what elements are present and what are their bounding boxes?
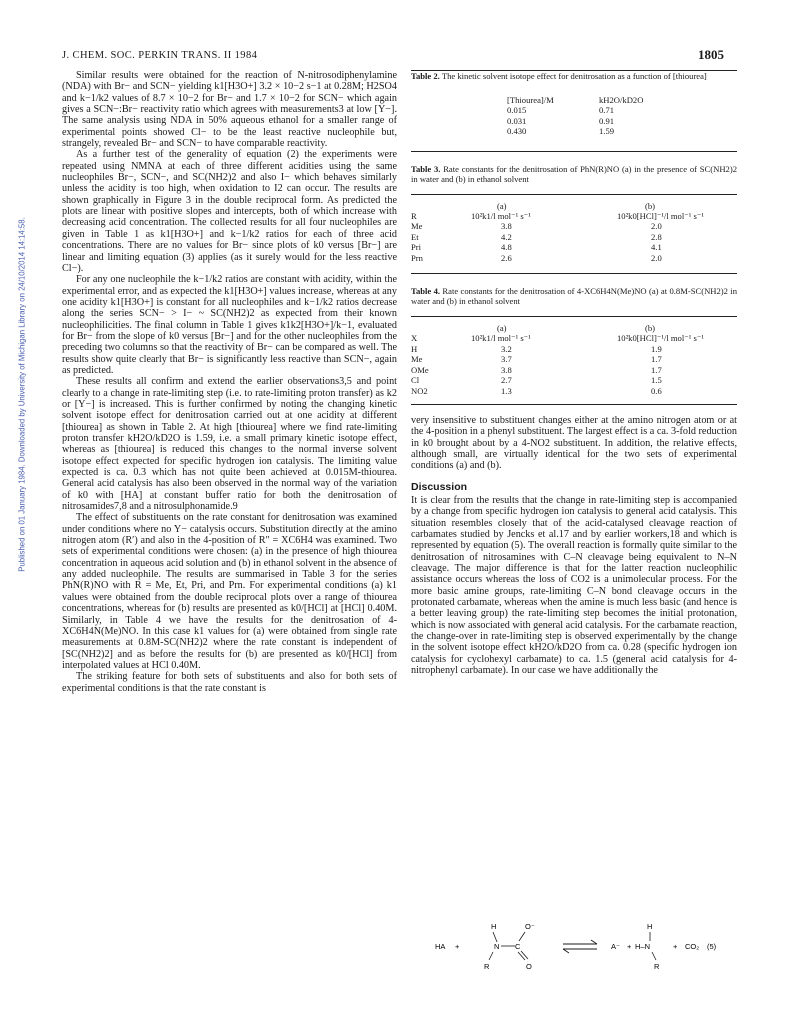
table-header: [Thiourea]/M [507, 95, 554, 105]
table-caption-label: Table 3. [411, 163, 441, 174]
table-caption [411, 71, 737, 81]
table-cell: 1.7 [651, 354, 662, 365]
table-cell: 1.9 [651, 343, 662, 354]
table-2 [411, 71, 737, 137]
eq-plus: + [455, 942, 460, 951]
equation-5 [411, 918, 737, 976]
table-caption [411, 286, 737, 306]
table-cell: Et [411, 231, 419, 242]
col-label: (b) [645, 200, 656, 211]
table-caption [411, 164, 737, 184]
table-cell: 0.6 [651, 385, 662, 396]
table-cell: H [411, 343, 418, 354]
paragraph: These results all confirm and extend the earlier observations3,5 and point clearly to a change in rate-limiting step (i.e. to rate-limiting proton transfer) as k2 or [Y−] is increased. This is further confirmed by noting the changing kinetic solvent isotope effect for denitrosation carried out at one acidity at different [thiourea] as shown in Table 2. At high [thiourea] where we find rate-limiting proton transfer kH2O/kD2O is 1.59, i.e. a small primary kinetic isotope effect, whereas as [thiourea] is reduced this changes to the normal inverse solvent isotope effect expected for specific hydrogen ion catalysis. The limiting value expected is ca. 0.3 which has not quite been achieved at 0.015M-thiourea. General acid catalysis has also been observed in the normal way of the variation of k0 with [HA] at constant buffer ratio for both the denitrosation of nitrosamides7,8 and a nitrosulphonamide.9 [62, 376, 397, 513]
eq-h-top: H [647, 922, 653, 931]
equation-graphic [411, 918, 737, 976]
table-header: 10²k0[HCl]⁻¹/l mol⁻¹ s⁻¹ [617, 333, 704, 344]
table-cell: Pri [411, 242, 422, 253]
table-cell: 4.1 [651, 242, 662, 253]
table-row [411, 344, 737, 354]
table-cell: 3.7 [501, 354, 512, 365]
table-caption-text: The kinetic solvent isotope effect for denitrosation as a function of [thiourea] [441, 71, 707, 81]
table-caption-label: Table 4. [411, 286, 441, 297]
table-cell: 0.031 [507, 115, 527, 126]
table-row [411, 232, 737, 242]
table-caption-text: Rate constants for the denitrosation of 4-XC6H4N(Me)NO (a) at 0.8M-SC(NH2)2 in water and (b) in ethanol solvent [411, 286, 737, 307]
running-head: J. CHEM. SOC. PERKIN TRANS. II 1984 [62, 50, 258, 61]
rule [411, 404, 737, 405]
table-cell: OMe [411, 364, 429, 375]
table-cell: 1.7 [651, 364, 662, 375]
eq-plus: + [627, 942, 632, 951]
table-cell: 2.6 [501, 252, 512, 263]
table-header: X [411, 333, 418, 344]
eq-h-top: H [491, 922, 497, 931]
table-cell: 4.2 [501, 231, 512, 242]
table-row [411, 242, 737, 252]
eq-c: C [515, 942, 521, 951]
eq-r: R [484, 962, 490, 971]
right-column [411, 70, 737, 676]
table-header: R [411, 211, 417, 222]
eq-n: N [494, 942, 500, 951]
table-caption-label: Table 2. [411, 71, 440, 81]
table-cell: 3.8 [501, 221, 512, 232]
table-2-grid [507, 95, 643, 137]
col-label: (b) [645, 323, 656, 334]
table-row [411, 221, 737, 231]
table-cell: 0.015 [507, 105, 527, 116]
table-cell: 2.0 [651, 252, 662, 263]
paragraph: Similar results were obtained for the reaction of N-nitrosodiphenylamine (NDA) with Br− and SCN− yielding k1[H3O+] 3.2 × 10−2 s−1 at 0.28M; H2SO4 and k−1/k2 values of 8.7 × 10−2 for Br− and 1.7 × 10−2 for SCN− which again gives a SCN−:Br− reactivity ratio which agrees with measurements3 at low [Y−]. The same analysis using NDA in 50% aqueous ethanol for a smaller range of experimental points showed Cl− to be the least reactive nucleophile but, strangely, revealed Br− and SCN− to have comparable reactivity. [62, 70, 397, 150]
table-row [507, 116, 643, 126]
table-3-grid [411, 201, 737, 263]
table-header: kH2O/kD2O [599, 95, 644, 105]
table-header: 10²k1/l mol⁻¹ s⁻¹ [471, 211, 531, 222]
eq-r: R [654, 962, 660, 971]
eq-a-minus: A⁻ [611, 942, 620, 951]
table-cell: 2.8 [651, 231, 662, 242]
paragraph: It is clear from the results that the change in rate-limiting step is accompanied by a change from specific hydrogen ion catalysis to general acid catalysis. This situation resembles closely that of the acid-catalysed cleavage reaction of carbamates studied by Jencks et al.17 and by earlier workers,18 and which is represented by equation (5). The overall reaction is formally quite similar to the denitrosation of nitrosamines with C–N cleavage being equivalent to N–N cleavage. The major difference is that for the latter reaction nucleophilic assistance occurs whereas the loss of CO2 is a unimolecular process. For the more basic amine groups, rate-limiting C–N bond cleavage occurs in the protonated carbamate, whereas when the amine is much less basic (and hence is a better leaving group) the rate-limiting step becomes the initial protonation, which is now associated with general acid catalysis. For the carbamate reaction, the change-over in rate-limiting step is observed experimentally by the change in the solvent isotope effect kH2O/kD2O from ca. 0.28 (specific hydrogen ion catalysis for cyclohexyl carbamate) to ca. 1.5 (general acid catalysis for 4-nitrophenyl carbamate). In our case we have additionally the [411, 494, 737, 677]
rule [411, 151, 737, 152]
rule [411, 273, 737, 274]
table-cell: 2.0 [651, 221, 662, 232]
paragraph: For any one nucleophile the k−1/k2 ratios are constant with acidity, within the experimental error, and as expected the k1[H3O+] values increase, whereas at any one acidity k1[H3O+] is constant for all nucleophiles and k−1/k2 ratios decrease along the series SCN− > I− ~ SC(NH2)2 as expected from their known nucleophilicities. The final column in Table 1 gives k1k2[H3O+]/k−1, evaluated for Br− from the slope of k0 versus [Br−] and for the other nucleophiles from the preceding two columns so that the reactivity of Br− can be compared as well. The results show quite clearly that Br− is significantly less reactive than SCN−, again as predicted. [62, 274, 397, 376]
table-header: 10²k0[HCl]⁻¹/l mol⁻¹ s⁻¹ [617, 211, 704, 222]
table-cell: 3.2 [501, 343, 512, 354]
table-cell: Prn [411, 252, 423, 263]
left-column [62, 70, 397, 694]
table-row [507, 126, 643, 136]
table-3 [411, 164, 737, 263]
table-4 [411, 286, 737, 396]
table-cell: Me [411, 221, 423, 232]
table-row [411, 386, 737, 396]
table-cell: 0.71 [599, 105, 615, 116]
eq-hn: H–N [635, 942, 651, 951]
paragraph: The striking feature for both sets of substituents and also for both sets of experimental conditions is that the rate constant is [62, 671, 397, 694]
table-cell: 2.7 [501, 375, 512, 386]
download-sidebar [8, 140, 27, 660]
section-heading: Discussion [411, 480, 468, 493]
table-caption-text: Rate constants for the denitrosation of PhN(R)NO (a) in the presence of SC(NH2)2 in water and (b) in ethanol solvent [411, 163, 737, 184]
table-row [411, 375, 737, 385]
table-4-grid [411, 323, 737, 396]
table-cell: Cl [411, 375, 420, 386]
table-cell: NO2 [411, 385, 428, 396]
eq-o: O [526, 962, 532, 971]
eq-o-minus: O⁻ [525, 922, 535, 931]
eq-ha: HA [435, 942, 446, 951]
table-header: 10²k1/l mol⁻¹ s⁻¹ [471, 333, 531, 344]
eq-co2: CO₂ [685, 942, 700, 951]
table-row [411, 253, 737, 263]
table-cell: Me [411, 354, 423, 365]
table-row [411, 354, 737, 364]
rule [411, 316, 737, 317]
paragraph: The effect of substituents on the rate constant for denitrosation was examined under conditions where no Y− catalysis occurs. Substitution directly at the amino nitrogen atom (R′) and also in the 4-position of R″ = XC6H4 was examined. Two sets of experimental conditions were chosen: (a) in the presence of high thiourea concentration in aqueous acid solution and (b) in ethanol solvent in the absence of any added nucleophile. The results are summarised in Table 3 for the series PhN(R)NO with R = Me, Et, Pri, and Prn. For experimental conditions (a) k1 values were obtained from the double reciprocal plots over a range of thiourea concentrations, whereas for (b) results are presented as k0/[HCl] at [HCl] 0.40M. Similarly, in Table 4 we have the results for the denitrosation of 4-XC6H4N(Me)NO. In this case k1 values for (a) were obtained from single rate measurements at 0.8M-SC(NH2)2 where the rate constant is independent of [SC(NH2)2] and as before the results for (b) are presented as k0/[HCl] from interpolated values at HCl 0.40M. [62, 512, 397, 671]
eq-number: (5) [707, 942, 717, 951]
table-cell: 1.3 [501, 385, 512, 396]
table-cell: 3.8 [501, 364, 512, 375]
table-cell: 0.91 [599, 115, 615, 126]
table-cell: 1.59 [599, 126, 615, 137]
paragraph: very insensitive to substituent changes either at the amino nitrogen atom or at the 4-position in a phenyl substituent. The largest effect is a ca. 3-fold reduction in k0 brought about by a 4-NO2 substituent. In addition, the relative effects, although small, are virtually identical for the two sets of experimental conditions (a) and (b). [411, 414, 737, 472]
table-cell: 1.5 [651, 375, 662, 386]
download-notice[interactable]: Published on 01 January 1984. Downloaded by University of Michigan Library on 24/10/2014 14:14:58. [17, 217, 27, 572]
table-row [411, 365, 737, 375]
col-label: (a) [497, 323, 507, 334]
eq-plus: + [673, 942, 678, 951]
rule [411, 194, 737, 195]
paragraph: As a further test of the generality of equation (2) the experiments were repeated using NMNA at each of three different acidities using the same nucleophiles Br−, SCN−, and SC(NH2)2 and also I− which behaves similarly unless the acidity is too high, when oxidation to I2 can occur. The results are shown graphically in Figure 3 in the double reciprocal form. As predicted the plots are linear with positive slopes and intercepts, both of which increase with decreasing acid concentration. The collected results for all four nucleophiles are given in Table 1 as k1[H3O+] and k−1/k2 ratios for each of three acid concentrations. There are no values for Br− since plots of k0 versus [Br−] are linear and limiting equation (3) applies (as it surely would for the less reactive Cl−). [62, 149, 397, 274]
table-cell: 4.8 [501, 242, 512, 253]
col-label: (a) [497, 200, 507, 211]
page-number: 1805 [698, 47, 724, 62]
table-cell: 0.430 [507, 126, 527, 137]
table-row [507, 105, 643, 115]
